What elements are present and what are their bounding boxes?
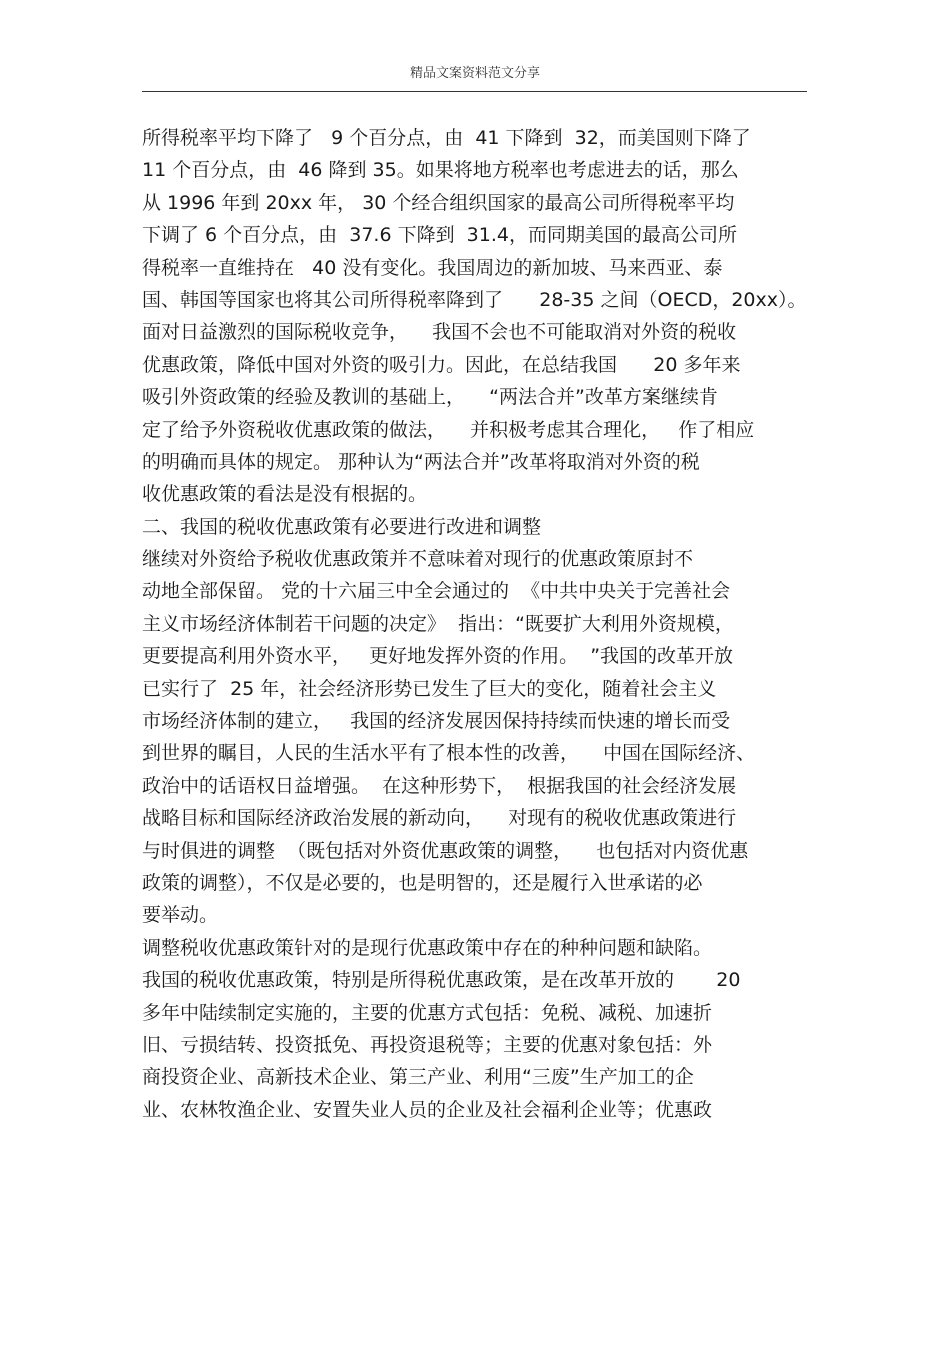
text-line: 国、韩国等国家也将其公司所得税率降到了 28-35 之间（OECD，20xx）。 (142, 288, 807, 311)
text-line: 面对日益激烈的国际税收竞争， 我国不会也不可能取消对外资的税收 (142, 321, 737, 344)
text-line: 得税率一直维持在 40 没有变化。我国周边的新加坡、马来西亚、泰 (142, 256, 723, 279)
text-line: 政策的调整），不仅是必要的，也是明智的，还是履行入世承诺的必 (142, 871, 703, 894)
text-line: 优惠政策，降低中国对外资的吸引力。因此，在总结我国 20 多年来 (142, 353, 741, 376)
text-line: 到世界的瞩目，人民的生活水平有了根本性的改善， 中国在国际经济、 (142, 742, 756, 765)
text-line: 市场经济体制的建立， 我国的经济发展因保持持续而快速的增长而受 (142, 710, 731, 733)
text-line: 收优惠政策的看法是没有根据的。 (142, 483, 428, 506)
text-line: 吸引外资政策的经验及教训的基础上， “两法合并”改革方案继续肯 (142, 386, 718, 409)
text-line: 战略目标和国际经济政治发展的新动向， 对现有的税收优惠政策进行 (142, 807, 737, 830)
text-line: 主义市场经济体制若干问题的决定》 指出：“既要扩大利用外资规模， (142, 612, 734, 635)
text-line: 商投资企业、高新技术企业、第三产业、利用“三废”生产加工的企 (142, 1066, 694, 1089)
text-line: 更要提高利用外资水平， 更好地发挥外资的作用。 ”我国的改革开放 (142, 645, 734, 668)
text-line: 所得税率平均下降了 9 个百分点，由 41 下降到 32，而美国则下降了 (142, 127, 751, 149)
document-body (142, 122, 822, 1126)
text-line: 调整税收优惠政策针对的是现行优惠政策中存在的种种问题和缺陷。 (142, 936, 713, 959)
text-line: 定了给予外资税收优惠政策的做法， 并积极考虑其合理化， 作了相应 (142, 418, 755, 441)
text-line: 的明确而具体的规定。 那种认为“两法合并”改革将取消对外资的税 (142, 450, 700, 473)
text-line: 我国的税收优惠政策，特别是所得税优惠政策，是在改革开放的 20 (142, 969, 741, 992)
page-header: 精品文案资料范文分享 (409, 66, 540, 81)
text-line: 下调了 6 个百分点，由 37.6 下降到 31.4，而同期美国的最高公司所 (142, 224, 737, 247)
header-divider (142, 91, 807, 92)
text-line: 要举动。 (142, 904, 219, 927)
text-line: 旧、亏损结转、投资抵免、再投资退税等；主要的优惠对象包括：外 (142, 1033, 713, 1056)
text-line: 继续对外资给予税收优惠政策并不意味着对现行的优惠政策原封不 (142, 548, 694, 571)
text-line: 多年中陆续制定实施的，主要的优惠方式包括：免税、减税、加速折 (142, 1001, 713, 1024)
text-line: 政治中的话语权日益增强。 在这种形势下， 根据我国的社会经济发展 (142, 774, 737, 797)
text-line: 动地全部保留。 党的十六届三中全会通过的 《中共中央关于完善社会 (142, 580, 731, 603)
section-heading: 二、我国的税收优惠政策有必要进行改进和调整 (142, 515, 542, 538)
text-line: 11 个百分点，由 46 降到 35。如果将地方税率也考虑进去的话，那么 (142, 159, 739, 182)
text-line: 与时俱进的调整 （既包括对外资优惠政策的调整， 也包括对内资优惠 (142, 839, 749, 862)
text-line: 已实行了 25 年，社会经济形势已发生了巨大的变化，随着社会主义 (142, 677, 717, 700)
text-line: 业、农林牧渔企业、安置失业人员的企业及社会福利企业等；优惠政 (142, 1098, 713, 1121)
text-line: 从 1996 年到 20xx 年， 30 个经合组织国家的最高公司所得税率平均 (142, 191, 735, 214)
